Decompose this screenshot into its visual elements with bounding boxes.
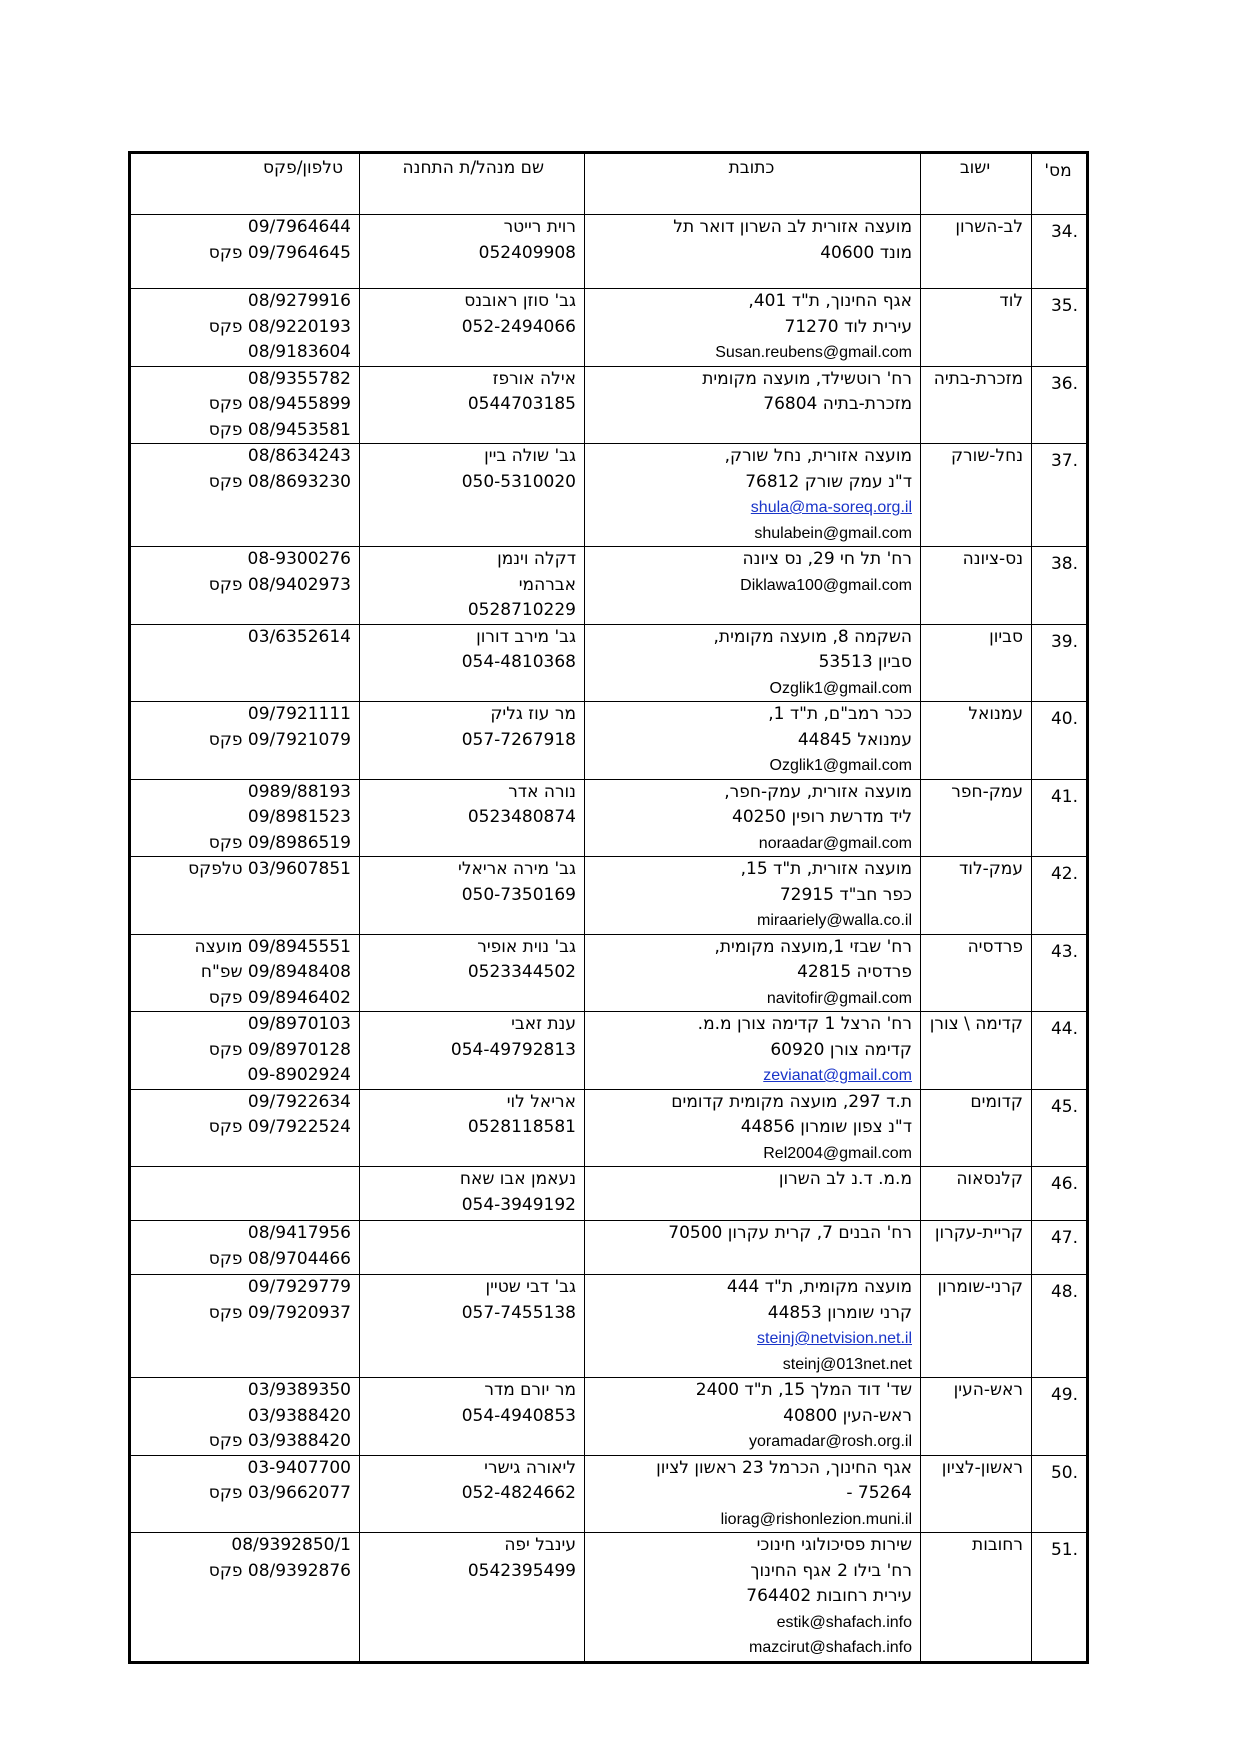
manager-cell bbox=[360, 547, 585, 625]
address-line: השקמה 8, מועצה מקומית, bbox=[713, 626, 912, 647]
phone-number: 09/7920937 bbox=[247, 1302, 351, 1323]
phone-cell bbox=[130, 702, 360, 780]
header-address: כתובת bbox=[585, 153, 921, 215]
manager-name: אריאל לוי bbox=[506, 1091, 576, 1112]
phone-type-label: פקס bbox=[208, 242, 243, 263]
manager-cell bbox=[360, 444, 585, 547]
address-cell bbox=[585, 779, 921, 857]
manager-name: רוית רייטר bbox=[503, 217, 576, 237]
phone-type-label: טלפקס bbox=[188, 859, 243, 879]
row-number: .49 bbox=[1032, 1378, 1088, 1456]
phone-cell bbox=[130, 289, 360, 367]
manager-phone: 0523480874 bbox=[467, 807, 576, 827]
manager-name: ענת זאבי bbox=[511, 1014, 576, 1034]
address-line: פרדסיה 42815 bbox=[797, 962, 912, 982]
manager-name: מר עוז גליק bbox=[490, 704, 576, 724]
phone-number: 09/7964645 bbox=[247, 242, 351, 263]
phone-type-label: מועצה bbox=[194, 936, 243, 957]
town-name: נס-ציונה bbox=[921, 547, 1032, 625]
address-line: מונד 40600 bbox=[820, 242, 912, 263]
phone-line bbox=[137, 418, 351, 444]
address-cell bbox=[585, 1533, 921, 1663]
address-line: מועצה אזורית, ת"ד 15, bbox=[740, 859, 912, 879]
phone-line bbox=[137, 1038, 351, 1064]
town-name: קרני-שומרון bbox=[921, 1275, 1032, 1378]
manager-cell bbox=[360, 1275, 585, 1378]
table-row bbox=[130, 366, 1088, 444]
address-line: ליד מדרשת רופין 40250 bbox=[732, 807, 912, 827]
table-row bbox=[130, 547, 1088, 625]
table-header-row bbox=[130, 153, 1088, 215]
manager-phone: 0528118581 bbox=[467, 1117, 576, 1137]
manager-name: מר יורם מדר bbox=[484, 1380, 576, 1400]
phone-line bbox=[137, 547, 351, 573]
town-name: קלנסאוה bbox=[921, 1167, 1032, 1221]
manager-phone: 0542395499 bbox=[467, 1560, 576, 1581]
phone-line bbox=[137, 470, 351, 496]
phone-line bbox=[137, 780, 351, 806]
address-line: מועצה מקומית, ת"ד 444 bbox=[726, 1277, 912, 1297]
header-manager: שם מנהל/ת התחנה bbox=[360, 153, 585, 215]
table-row bbox=[130, 1089, 1088, 1167]
table-row bbox=[130, 1275, 1088, 1378]
header-town: ישוב bbox=[921, 153, 1032, 215]
phone-type-label: פקס bbox=[208, 1039, 243, 1060]
address-line: עמנואל 44845 bbox=[797, 729, 912, 750]
row-number: .40 bbox=[1032, 702, 1088, 780]
table-row bbox=[130, 1012, 1088, 1090]
phone-cell bbox=[130, 547, 360, 625]
contacts-document bbox=[128, 151, 1078, 1664]
town-name: עמנואל bbox=[921, 702, 1032, 780]
town-name: פרדסיה bbox=[921, 934, 1032, 1012]
address-cell bbox=[585, 857, 921, 935]
manager-phone: 0523344502 bbox=[467, 962, 576, 982]
address-cell bbox=[585, 1089, 921, 1167]
address-cell bbox=[585, 702, 921, 780]
manager-cell bbox=[360, 779, 585, 857]
phone-line bbox=[137, 1456, 351, 1482]
email-address: noraadar@gmail.com bbox=[758, 834, 912, 852]
address-cell bbox=[585, 547, 921, 625]
phone-cell bbox=[130, 1533, 360, 1663]
phone-type-label: פקס bbox=[208, 1302, 243, 1323]
table-row bbox=[130, 702, 1088, 780]
phone-line bbox=[137, 805, 351, 831]
row-number: .50 bbox=[1032, 1455, 1088, 1533]
address-line: שירות פסיכולוגי חינוכי bbox=[756, 1535, 912, 1555]
manager-phone: 054-3949192 bbox=[461, 1194, 576, 1215]
address-line: רח' בילו 2 אגף החינוך bbox=[750, 1560, 912, 1581]
address-cell bbox=[585, 1012, 921, 1090]
phone-cell bbox=[130, 1167, 360, 1221]
table-row bbox=[130, 857, 1088, 935]
manager-cell bbox=[360, 934, 585, 1012]
phone-line bbox=[137, 1090, 351, 1116]
phone-cell bbox=[130, 1012, 360, 1090]
manager-phone: 0544703185 bbox=[467, 394, 576, 414]
phone-number: 08/9279916 bbox=[247, 291, 351, 311]
manager-cell bbox=[360, 1012, 585, 1090]
phone-line bbox=[137, 857, 351, 883]
phone-line bbox=[137, 289, 351, 315]
address-cell bbox=[585, 1455, 921, 1533]
manager-name: גב' דבי שטיין bbox=[485, 1277, 576, 1297]
manager-cell bbox=[360, 215, 585, 289]
manager-name: נעאמן אבו שאח bbox=[459, 1169, 576, 1189]
address-cell bbox=[585, 366, 921, 444]
table-row bbox=[130, 1378, 1088, 1456]
phone-cell bbox=[130, 624, 360, 702]
phone-number: 09/8946402 bbox=[247, 987, 351, 1008]
phone-line bbox=[137, 1115, 351, 1141]
manager-cell bbox=[360, 289, 585, 367]
phone-number: 09-8902924 bbox=[247, 1065, 351, 1085]
address-line: קרני שומרון 44853 bbox=[767, 1302, 912, 1323]
email-address: shulabein@gmail.com bbox=[754, 524, 912, 542]
phone-type-label: פקס bbox=[208, 1248, 243, 1269]
phone-line bbox=[137, 444, 351, 470]
phone-type-label: פקס bbox=[208, 1483, 243, 1503]
address-cell bbox=[585, 1378, 921, 1456]
manager-cell bbox=[360, 1533, 585, 1663]
email-address: mazcirut@shafach.info bbox=[749, 1639, 912, 1656]
address-line: ד"נ צפון שומרון 44856 bbox=[740, 1117, 912, 1137]
table-row bbox=[130, 1455, 1088, 1533]
table-row bbox=[130, 215, 1088, 289]
manager-name: גב' מירה אריאלי bbox=[458, 859, 576, 879]
address-line: רח' הבנים 7, קרית עקרון 70500 bbox=[668, 1223, 912, 1243]
address-line: מזכרת-בתיה 76804 bbox=[763, 394, 912, 414]
address-line: ת.ד 297, מועצה מקומית קדומים bbox=[671, 1091, 912, 1112]
email-address: Ozglik1@gmail.com bbox=[769, 757, 912, 774]
phone-number: 09/7922524 bbox=[247, 1117, 351, 1137]
address-cell bbox=[585, 1167, 921, 1221]
manager-cell bbox=[360, 366, 585, 444]
town-name: נחל-שורק bbox=[921, 444, 1032, 547]
address-line: עירית לוד 71270 bbox=[784, 316, 912, 337]
address-cell bbox=[585, 1275, 921, 1378]
phone-line bbox=[137, 1063, 351, 1089]
phone-cell bbox=[130, 934, 360, 1012]
email-address[interactable]: steinj@netvision.net.il bbox=[757, 1330, 912, 1347]
phone-type-label: פקס bbox=[208, 729, 243, 750]
row-number: .48 bbox=[1032, 1275, 1088, 1378]
phone-line bbox=[137, 935, 351, 961]
phone-type-label: פקס bbox=[208, 832, 243, 853]
town-name: קריית-עקרון bbox=[921, 1221, 1032, 1275]
phone-number: 09/8970103 bbox=[247, 1014, 351, 1034]
address-cell bbox=[585, 934, 921, 1012]
email-address: steinj@013net.net bbox=[782, 1355, 912, 1373]
row-number: .36 bbox=[1032, 366, 1088, 444]
address-line: ראש-העין 40800 bbox=[783, 1405, 912, 1426]
phone-line bbox=[137, 986, 351, 1012]
town-name: סביון bbox=[921, 624, 1032, 702]
phone-cell bbox=[130, 1089, 360, 1167]
phone-number: 03-9407700 bbox=[247, 1457, 351, 1478]
email-address: miraariely@walla.co.il bbox=[757, 912, 912, 929]
phone-type-label: פקס bbox=[208, 394, 243, 414]
address-line: מועצה אזורית, עמק-חפר, bbox=[724, 781, 912, 802]
address-line: מועצה אזורית לב השרון דואר תל bbox=[673, 217, 912, 237]
email-address: navitofir@gmail.com bbox=[766, 989, 912, 1007]
manager-phone: 054-49792813 bbox=[450, 1039, 576, 1060]
phone-cell bbox=[130, 366, 360, 444]
email-address: estik@shafach.info bbox=[776, 1613, 912, 1631]
row-number: .42 bbox=[1032, 857, 1088, 935]
phone-line bbox=[137, 960, 351, 986]
phone-number: 08/9402973 bbox=[247, 574, 351, 595]
phone-number: 08/9453581 bbox=[247, 419, 351, 440]
manager-phone: 050-7350169 bbox=[461, 884, 576, 905]
phone-number: 08/8693230 bbox=[247, 471, 351, 492]
town-name: מזכרת-בתיה bbox=[921, 366, 1032, 444]
phone-cell bbox=[130, 779, 360, 857]
table-row bbox=[130, 779, 1088, 857]
manager-phone: 0528710229 bbox=[467, 600, 576, 620]
phone-line bbox=[137, 728, 351, 754]
email-address: Diklawa100@gmail.com bbox=[740, 576, 912, 594]
address-cell bbox=[585, 624, 921, 702]
phone-number: 03/9662077 bbox=[247, 1483, 351, 1503]
row-number: .35 bbox=[1032, 289, 1088, 367]
address-cell bbox=[585, 444, 921, 547]
phone-number: 09/8981523 bbox=[247, 807, 351, 827]
phone-number: 09/7964644 bbox=[247, 217, 351, 237]
address-line: עירית רחובות 764402 bbox=[746, 1586, 912, 1606]
table-row bbox=[130, 1167, 1088, 1221]
phone-number: 09/7922634 bbox=[247, 1091, 351, 1112]
phone-number: 09/8948408 bbox=[247, 962, 351, 982]
manager-phone: 054-4940853 bbox=[461, 1405, 576, 1426]
phone-line bbox=[137, 1012, 351, 1038]
manager-cell bbox=[360, 1455, 585, 1533]
phone-cell bbox=[130, 857, 360, 935]
address-line: מועצה אזורית, נחל שורק, bbox=[724, 446, 912, 466]
phone-type-label: פקס bbox=[208, 574, 243, 595]
row-number: .43 bbox=[1032, 934, 1088, 1012]
manager-name: אילה אורפז bbox=[492, 368, 576, 389]
phone-line bbox=[137, 367, 351, 393]
phone-line bbox=[137, 1404, 351, 1430]
phone-number: 08/9455899 bbox=[247, 394, 351, 414]
phone-line bbox=[137, 702, 351, 728]
table-row bbox=[130, 624, 1088, 702]
email-address: Susan.reubens@gmail.com bbox=[715, 344, 912, 361]
row-number: .41 bbox=[1032, 779, 1088, 857]
phone-line bbox=[137, 340, 351, 366]
manager-name: גב' מירב דורון bbox=[476, 626, 576, 647]
phone-number: 09/7921079 bbox=[247, 729, 351, 750]
row-number: .51 bbox=[1032, 1533, 1088, 1663]
address-line: כפר חב"ד 72915 bbox=[779, 884, 912, 905]
email-address[interactable]: shula@ma-soreq.org.il bbox=[750, 499, 912, 516]
address-line: אגף החינוך, הכרמל 23 ראשון לציון bbox=[656, 1457, 912, 1478]
row-number: .37 bbox=[1032, 444, 1088, 547]
address-line: - 75264 bbox=[846, 1483, 912, 1503]
address-cell bbox=[585, 1221, 921, 1275]
address-line: רח' רוטשילד, מועצה מקומית bbox=[702, 368, 912, 389]
row-number: .39 bbox=[1032, 624, 1088, 702]
phone-number: 09/7929779 bbox=[247, 1277, 351, 1297]
manager-cell bbox=[360, 702, 585, 780]
phone-line bbox=[137, 392, 351, 418]
phone-line bbox=[137, 1378, 351, 1404]
phone-number: 03/9389350 bbox=[247, 1380, 351, 1400]
manager-name: גב' סוזן ראובנס bbox=[464, 291, 576, 311]
manager-phone: 057-7267918 bbox=[461, 729, 576, 750]
manager-cell bbox=[360, 1089, 585, 1167]
manager-cell bbox=[360, 1378, 585, 1456]
manager-phone: 052-4824662 bbox=[461, 1483, 576, 1503]
email-address[interactable]: zevianat@gmail.com bbox=[763, 1067, 912, 1084]
row-number: .45 bbox=[1032, 1089, 1088, 1167]
manager-name: ליאורה גישרי bbox=[484, 1457, 576, 1478]
address-line: ככר רמב"ם, ת"ד 1, bbox=[768, 704, 912, 724]
phone-cell bbox=[130, 444, 360, 547]
phone-line bbox=[137, 1559, 351, 1585]
phone-type-label: פקס bbox=[208, 1431, 243, 1451]
address-line: רח' שבזי 1,מועצה מקומית, bbox=[714, 936, 912, 957]
address-line: אגף החינוך, ת"ד 401, bbox=[748, 291, 912, 311]
row-number: .44 bbox=[1032, 1012, 1088, 1090]
phone-type-label: פקס bbox=[208, 1117, 243, 1137]
address-line: ד"נ עמק שורק 76812 bbox=[745, 471, 912, 492]
phone-type-label: שפ"ח bbox=[200, 962, 243, 982]
phone-type-label: פקס bbox=[208, 419, 243, 440]
manager-phone: 057-7455138 bbox=[461, 1302, 576, 1323]
manager-cell bbox=[360, 624, 585, 702]
table-row bbox=[130, 444, 1088, 547]
phone-line bbox=[137, 1247, 351, 1273]
phone-cell bbox=[130, 215, 360, 289]
town-name: לב-השרון bbox=[921, 215, 1032, 289]
phone-number: 08/8634243 bbox=[247, 446, 351, 466]
address-line: מ.מ. ד.נ לב השרון bbox=[778, 1169, 912, 1189]
row-number: .38 bbox=[1032, 547, 1088, 625]
manager-phone: 052-2494066 bbox=[461, 316, 576, 337]
manager-phone: 052409908 bbox=[478, 242, 576, 263]
phone-line bbox=[137, 215, 351, 241]
address-line: שד' דוד המלך 15, ת"ד 2400 bbox=[695, 1380, 912, 1400]
address-line: רח' הרצל 1 קדימה צורן מ.מ. bbox=[697, 1014, 912, 1034]
phone-cell bbox=[130, 1378, 360, 1456]
phone-number: 09/8945551 bbox=[247, 936, 351, 957]
manager-name: נורה אדר bbox=[508, 781, 576, 802]
phone-type-label: פקס bbox=[208, 316, 243, 337]
manager-name: גב' נוית אופיר bbox=[477, 936, 576, 957]
phone-number: 09/7921111 bbox=[247, 704, 351, 724]
header-phone: טלפון/פקס bbox=[130, 153, 360, 215]
manager-cell bbox=[360, 1221, 585, 1275]
phone-line bbox=[137, 1533, 351, 1559]
phone-line bbox=[137, 1275, 351, 1301]
town-name: ראשון-לציון bbox=[921, 1455, 1032, 1533]
phone-number: 08/9417956 bbox=[247, 1223, 351, 1243]
town-name: קדימה \ צורן bbox=[921, 1012, 1032, 1090]
town-name: עמק-חפר bbox=[921, 779, 1032, 857]
phone-line bbox=[137, 831, 351, 857]
row-number: .46 bbox=[1032, 1167, 1088, 1221]
phone-line bbox=[137, 1429, 351, 1455]
manager-cell bbox=[360, 1167, 585, 1221]
phone-line bbox=[137, 1221, 351, 1247]
email-address: yoramadar@rosh.org.il bbox=[749, 1433, 912, 1450]
phone-number: 03/9607851 bbox=[247, 859, 351, 879]
phone-type-label: פקס bbox=[208, 1560, 243, 1581]
phone-line bbox=[137, 1481, 351, 1507]
phone-cell bbox=[130, 1455, 360, 1533]
email-address: Ozglik1@gmail.com bbox=[769, 679, 912, 697]
phone-number: 03/9388420 bbox=[247, 1431, 351, 1451]
email-address: Rel2004@gmail.com bbox=[763, 1144, 912, 1162]
phone-number: 08/9704466 bbox=[247, 1248, 351, 1269]
manager-phone: 054-4810368 bbox=[461, 652, 576, 672]
table-row bbox=[130, 289, 1088, 367]
manager-phone: 050-5310020 bbox=[461, 471, 576, 492]
manager-name: עינבל יפה bbox=[504, 1535, 576, 1555]
phone-number: 08/9355782 bbox=[247, 368, 351, 389]
table-body bbox=[130, 215, 1088, 1663]
town-name: קדומים bbox=[921, 1089, 1032, 1167]
phone-number: 09/8970128 bbox=[247, 1039, 351, 1060]
town-name: ראש-העין bbox=[921, 1378, 1032, 1456]
town-name: רחובות bbox=[921, 1533, 1032, 1663]
manager-name: גב' שולה ביין bbox=[484, 446, 576, 466]
table-row bbox=[130, 1533, 1088, 1663]
phone-cell bbox=[130, 1275, 360, 1378]
phone-line bbox=[137, 573, 351, 599]
phone-cell bbox=[130, 1221, 360, 1275]
phone-number: 03/6352614 bbox=[247, 626, 351, 647]
phone-number: 08/9392850/1 bbox=[231, 1535, 351, 1555]
header-num: מס' bbox=[1032, 153, 1088, 215]
phone-line bbox=[137, 241, 351, 267]
phone-line bbox=[137, 1301, 351, 1327]
phone-number: 0989/88193 bbox=[247, 781, 351, 802]
phone-type-label: פקס bbox=[208, 987, 243, 1008]
phone-number: 09/8986519 bbox=[247, 832, 351, 853]
table-row bbox=[130, 1221, 1088, 1275]
phone-line bbox=[137, 625, 351, 651]
phone-number: 08/9183604 bbox=[247, 342, 351, 362]
address-cell bbox=[585, 215, 921, 289]
manager-cell bbox=[360, 857, 585, 935]
town-name: עמק-לוד bbox=[921, 857, 1032, 935]
email-address: liorag@rishonlezion.muni.il bbox=[720, 1510, 912, 1528]
address-line: קדימה צורן 60920 bbox=[770, 1039, 912, 1060]
address-cell bbox=[585, 289, 921, 367]
manager-name: דקלה וינמן bbox=[497, 549, 576, 569]
contacts-table bbox=[128, 151, 1089, 1664]
phone-number: 03/9388420 bbox=[247, 1405, 351, 1426]
address-line: סביון 53513 bbox=[818, 652, 912, 672]
manager-name: אברהמי bbox=[518, 574, 576, 595]
address-line: רח' תל חי 29, נס ציונה bbox=[742, 549, 912, 569]
town-name: לוד bbox=[921, 289, 1032, 367]
phone-line bbox=[137, 315, 351, 341]
phone-number: 08-9300276 bbox=[247, 549, 351, 569]
row-number: .34 bbox=[1032, 215, 1088, 289]
phone-type-label: פקס bbox=[208, 471, 243, 492]
table-row bbox=[130, 934, 1088, 1012]
phone-number: 08/9220193 bbox=[247, 316, 351, 337]
phone-number: 08/9392876 bbox=[247, 1560, 351, 1581]
row-number: .47 bbox=[1032, 1221, 1088, 1275]
